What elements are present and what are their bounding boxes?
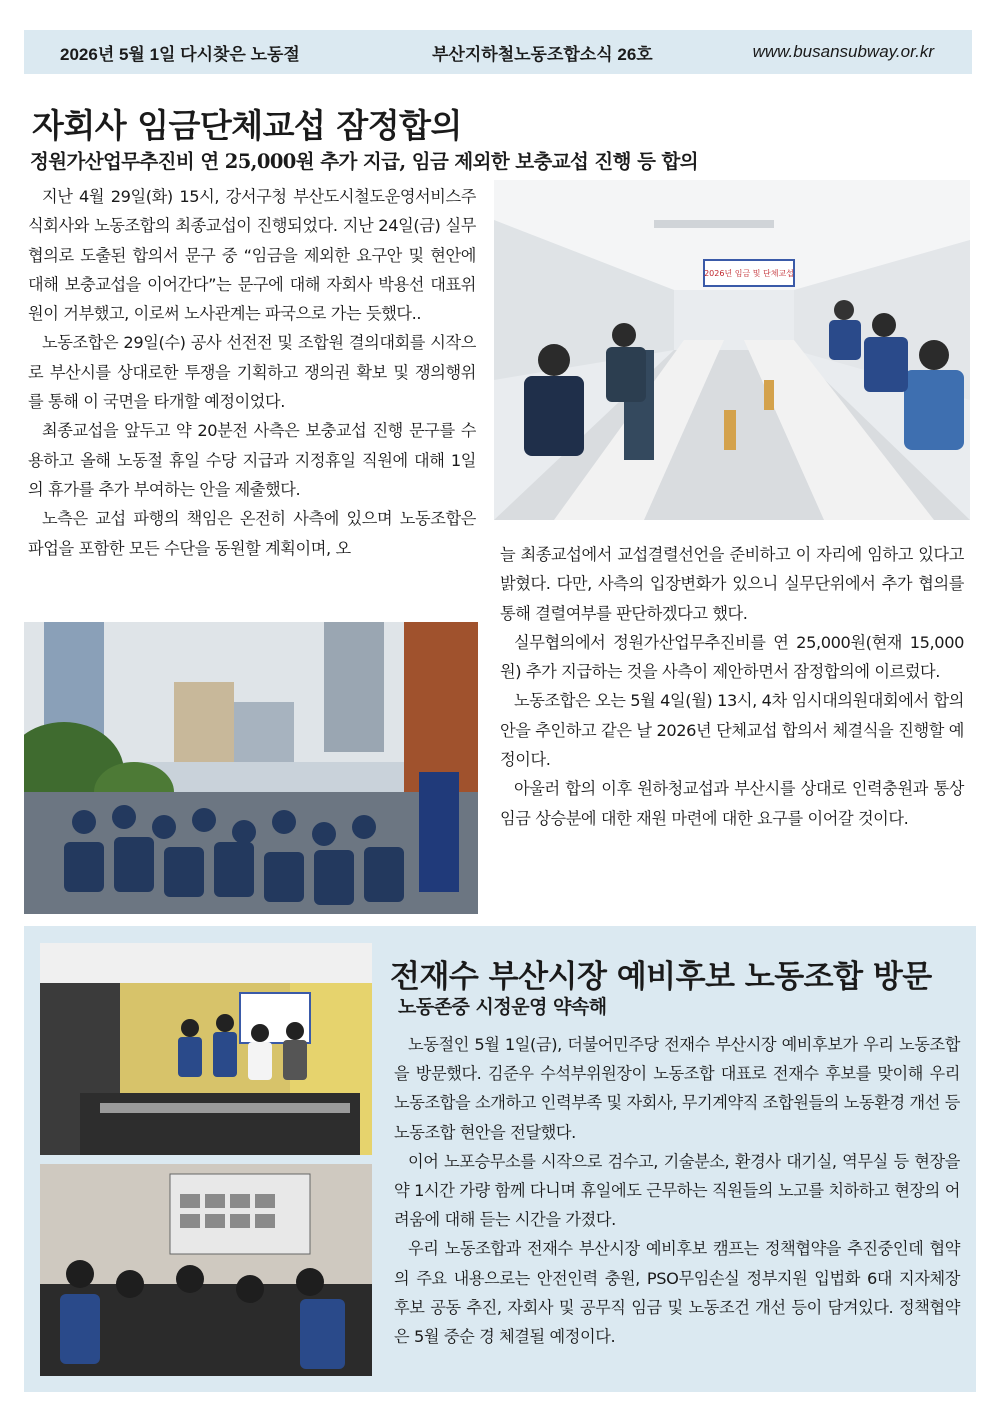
article2-body	[394, 1030, 960, 1351]
article2-title: 전재수 부산시장 예비후보 노동조합 방문	[390, 959, 932, 995]
article2-paragraph: 우리 노동조합과 전재수 부산시장 예비후보 캠프는 정책협약을 추진중인데 협약의 주요 내용으로는 안전인력 충원, PSO무임손실 정부지원 입법화 6대 지자체장 후보 공동 추진, 자회사 및 공무직 임금 및 노동조건 개선 등이 담겨있다. 정책협약은 5월 중순 경 체결될 예정이다.	[394, 1239, 960, 1347]
issue-date: 2026년 5월 1일 다시찾은 노동절	[60, 44, 300, 64]
station-gate-photo	[40, 943, 372, 1155]
article2-paragraph: 이어 노포승무소를 시작으로 검수고, 기술분소, 환경사 대기실, 역무실 등 현장을 약 1시간 가량 함께 다니며 휴일에도 근무하는 직원들의 노고를 치하하고 현장의 어려움에 대해 듣는 시간을 가졌다.	[394, 1151, 960, 1230]
article1-paragraph: 지난 4월 29일(화) 15시, 강서구청 부산도시철도운영서비스주식회사와 노동조합의 최종교섭이 진행되었다. 지난 24일(금) 실무협의로 도출된 합의서 문구 중 “임금을 제외한 요구안 및 현안에 대해 보충교섭을 이어간다”는 문구에 대해 자회사 박용선 대표위원이 거부했고, 이로써 노사관계는 파국으로 가는 듯했다..	[28, 187, 476, 324]
article1-paragraph: 아울러 합의 이후 원하청교섭과 부산시를 상대로 인력충원과 통상임금 상승분에 대한 재원 마련에 대한 요구를 이어갈 것이다.	[500, 779, 964, 828]
article1-paragraph: 노동조합은 오는 5월 4일(월) 13시, 4차 임시대의원대회에서 합의안을 추인하고 같은 날 2026년 단체교섭 합의서 체결식을 진행할 예정이다.	[500, 691, 964, 770]
newsletter-header	[24, 30, 972, 74]
article1-paragraph: 최종교섭을 앞두고 약 20분전 사측은 보충교섭 진행 문구를 수용하고 올해 노동절 휴일 수당 지급과 지정휴일 직원에 대해 1일의 휴가를 추가 부여하는 안을 제출했다.	[28, 421, 476, 499]
article1-paragraph: 늘 최종교섭에서 교섭결렬선언을 준비하고 이 자리에 임하고 있다고 밝혔다. 다만, 사측의 입장변화가 있으니 실무단위에서 추가 협의를 통해 결렬여부를 판단하겠다고 했다.	[500, 545, 964, 623]
article1-subtitle: 정원가산업무추진비 연 25,000원 추가 지급, 임금 제외한 보충교섭 진행 등 합의	[30, 150, 698, 173]
article1-paragraph: 노측은 교섭 파행의 책임은 온전히 사측에 있으며 노동조합은 파업을 포함한 모든 수단을 동원할 계획이며, 오	[28, 509, 476, 558]
stairway-photo	[40, 1164, 372, 1376]
article2-subtitle: 노동존중 시정운영 약속해	[398, 996, 607, 1018]
website-link[interactable]: www.busansubway.or.kr	[752, 42, 934, 61]
banner-text: 2026년 임금 및 단체교섭	[704, 269, 794, 278]
issue-number: 부산지하철노동조합소식 26호	[432, 44, 653, 64]
rally-photo	[24, 622, 478, 914]
meeting-photo	[494, 180, 970, 520]
article1-paragraph: 노동조합은 29일(수) 공사 선전전 및 조합원 결의대회를 시작으로 부산시를 상대로한 투쟁을 기획하고 쟁의권 확보 및 쟁의행위를 통해 이 국면을 타개할 예정이었다.	[28, 333, 476, 412]
article1-title: 자회사 임금단체교섭 잠정합의	[32, 106, 462, 145]
article1-right-column	[500, 540, 964, 833]
article2-paragraph: 노동절인 5월 1일(금), 더불어민주당 전재수 부산시장 예비후보가 우리 노동조합을 방문했다. 김준우 수석부위원장이 노동조합 대표로 전재수 후보를 맞이해 우리 노동조합을 소개하고 인력부족 및 자회사, 무기계약직 조합원들의 노동환경 개선 등 노동조합 현안을 전달했다.	[394, 1035, 960, 1142]
article1-left-column	[28, 182, 476, 563]
article1-paragraph: 실무협의에서 정원가산업무추진비를 연 25,000원(현재 15,000원) 추가 지급하는 것을 사측이 제안하면서 잠정합의에 이르렀다.	[500, 632, 964, 682]
